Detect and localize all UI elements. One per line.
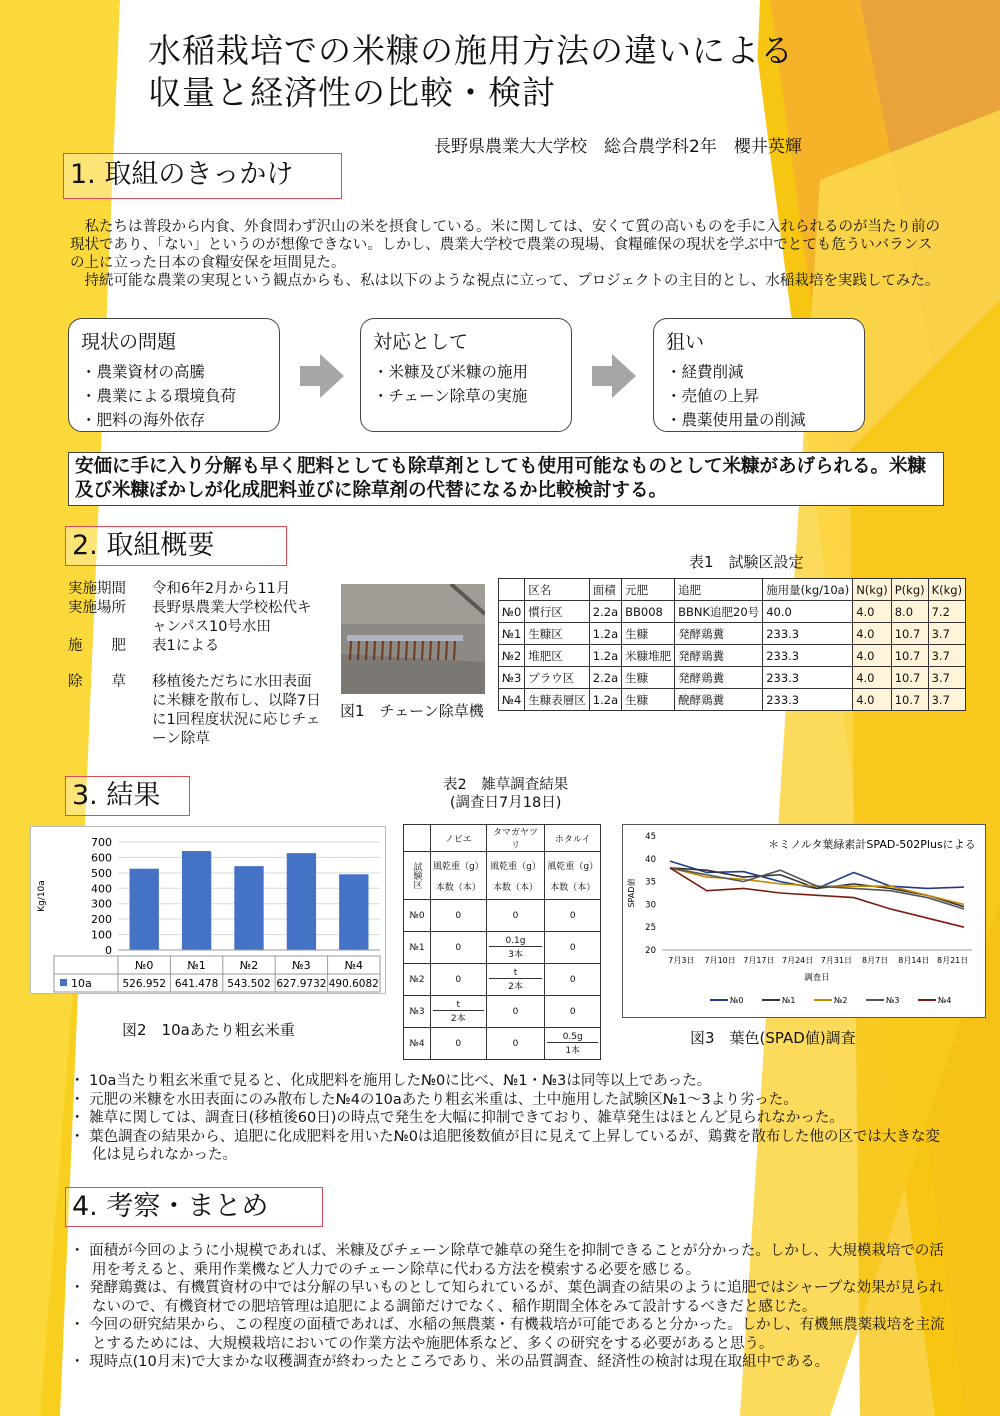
aim-box-title: 狙い bbox=[666, 331, 705, 353]
section3-heading: 3. 結果 bbox=[65, 776, 190, 816]
table1 bbox=[498, 578, 966, 711]
table-cell: 発酵鶏糞 bbox=[675, 667, 763, 689]
legend-swatch bbox=[60, 979, 67, 986]
table-row bbox=[499, 645, 966, 667]
table-cell: 233.3 bbox=[763, 645, 853, 667]
table-header: 面積 bbox=[589, 579, 621, 601]
x-tick-label: 7月31日 bbox=[820, 956, 853, 965]
table-row bbox=[404, 900, 601, 932]
list-item: ・ 今回の研究結果から、この程度の面積であれば、水稲の無農薬・有機栽培が可能であると分かった。しかし、有機無農薬栽培を主流とするためには、大規模栽培においての作業方法や施肥体系など、多くの研究をする必要があると思う。 bbox=[70, 1317, 945, 1352]
table-cell: №3 bbox=[404, 996, 431, 1028]
y-axis-label: Kg/10a bbox=[37, 880, 47, 912]
table2-captions bbox=[443, 776, 568, 812]
table1-header-row bbox=[499, 579, 966, 601]
bar bbox=[234, 866, 263, 950]
x-tick-label: №3 bbox=[292, 959, 311, 972]
table-cell: 生糠 bbox=[622, 667, 675, 689]
table-cell: 0 bbox=[431, 932, 487, 964]
table-header: ノビエ bbox=[431, 825, 487, 852]
aim-item: ・農薬使用量の削減 bbox=[666, 411, 806, 429]
legend-label: №0 bbox=[730, 996, 744, 1005]
list-item: ・ 10a当たり粗玄米重で見ると、化成肥料を施用した№0に比べ、№1・№3は同等以上であった。 bbox=[70, 1073, 712, 1089]
table2-caption: 表2 雑草調査結果 bbox=[443, 777, 569, 793]
table-header: タマガヤツリ bbox=[486, 825, 545, 852]
y-tick-label: 400 bbox=[91, 882, 112, 896]
response-box bbox=[360, 318, 572, 432]
y-tick-label: 35 bbox=[645, 877, 656, 888]
table-cell: №2 bbox=[404, 964, 431, 996]
section2-heading: 2. 取組概要 bbox=[65, 526, 287, 566]
spad-line-chart bbox=[622, 824, 986, 1018]
table-cell: №0 bbox=[499, 601, 525, 623]
problem-box-title: 現状の問題 bbox=[81, 331, 177, 353]
table-cell: 4.0 bbox=[853, 601, 892, 623]
table-cell: 堆肥区 bbox=[525, 645, 590, 667]
bar bbox=[287, 853, 316, 950]
list-item: ・ 現時点(10月末)で大まかな収穫調査が終わったところであり、米の品質調査、経済性の検討は現在取組中である。 bbox=[70, 1354, 830, 1370]
x-tick-label: №4 bbox=[344, 959, 364, 972]
table-cell: 生糠表層区 bbox=[525, 689, 590, 711]
table-cell: 1.2a bbox=[589, 645, 621, 667]
x-tick-label: №2 bbox=[239, 959, 259, 972]
x-tick-label: 7月24日 bbox=[781, 956, 814, 965]
yield-bar-chart bbox=[30, 826, 386, 994]
table-cell: 0 bbox=[545, 932, 601, 964]
data-label: 627.9732 bbox=[276, 978, 327, 990]
x-tick-label: 7月17日 bbox=[743, 956, 775, 965]
table-header: 区名 bbox=[525, 579, 590, 601]
table-cell: №1 bbox=[499, 623, 525, 645]
table-cell: t 2本 bbox=[431, 996, 487, 1028]
problem-item: ・肥料の海外依存 bbox=[81, 411, 206, 429]
info-row: 実施期間 令和6年2月から11月 bbox=[68, 581, 291, 597]
x-tick-label: 7月10日 bbox=[704, 956, 736, 965]
table-header: K(kg) bbox=[928, 579, 965, 601]
list-item: ・ 面積が今回のように小規模であれば、米糠及びチェーン除草で雑草の発生を抑制できることが分かった。しかし、大規模栽培での活用を考えると、乗用作業機など人力でのチェーン除草に代わる方法を模索する必要を感じる。 bbox=[70, 1243, 944, 1278]
table-cell: 8.0 bbox=[891, 601, 928, 623]
legend-label: №1 bbox=[782, 996, 796, 1005]
problem-item: ・農業資材の高騰 bbox=[81, 363, 206, 381]
section4-heading: 4. 考察・まとめ bbox=[65, 1187, 323, 1227]
table-cell: 生糠 bbox=[622, 689, 675, 711]
results-list bbox=[70, 1072, 950, 1165]
table-header: 風乾重（g） 本数（本） bbox=[431, 852, 487, 900]
table-cell: 米糠堆肥 bbox=[622, 645, 675, 667]
table-cell: 4.0 bbox=[853, 667, 892, 689]
table-header: P(kg) bbox=[891, 579, 928, 601]
table-row bbox=[404, 1028, 601, 1060]
table-header: 風乾重（g） 本数（本） bbox=[545, 852, 601, 900]
table-header: 試験区 bbox=[404, 852, 431, 900]
table-cell: 0 bbox=[431, 964, 487, 996]
table-cell: t 2本 bbox=[486, 964, 545, 996]
table-cell: 0.5g 1本 bbox=[545, 1028, 601, 1060]
table-cell: 40.0 bbox=[763, 601, 853, 623]
y-tick-label: 30 bbox=[645, 900, 656, 911]
table-cell: №0 bbox=[404, 900, 431, 932]
arrow-right-icon bbox=[298, 352, 346, 400]
legend-label: 10a bbox=[71, 977, 92, 990]
table-row bbox=[404, 932, 601, 964]
problem-box bbox=[68, 318, 280, 432]
arrow-right-icon bbox=[590, 352, 638, 400]
fig3-caption: 図3 葉色(SPAD値)調査 bbox=[690, 1029, 856, 1047]
table-row bbox=[499, 667, 966, 689]
table-cell: 1.2a bbox=[589, 689, 621, 711]
bar bbox=[339, 874, 368, 950]
table-cell: 醗酵鶏糞 bbox=[675, 689, 763, 711]
table-header: ホタルイ bbox=[545, 825, 601, 852]
table-row bbox=[499, 601, 966, 623]
info-row: 施 肥 表1による bbox=[68, 638, 220, 654]
aim-item: ・売値の上昇 bbox=[666, 387, 760, 405]
table-row bbox=[499, 623, 966, 645]
fig1-caption: 図1 チェーン除草機 bbox=[340, 702, 484, 720]
table-cell: 発酵鶏糞 bbox=[675, 645, 763, 667]
table-header: 追肥 bbox=[675, 579, 763, 601]
intro-paragraph-1: 私たちは普段から内食、外食問わず沢山の米を摂食している。米に関しては、安くて質の高いものを手に入れられるのが当たり前の現状であり、「ない」というのが想像できない。しかし、農業大学校で農業の現場、食糧確保の現状を学ぶ中でとても危ういバランスの上に立った日本の食糧安保を垣間見た。 bbox=[70, 219, 940, 271]
data-label: 526.952 bbox=[122, 978, 166, 990]
conclusion-list bbox=[70, 1242, 955, 1372]
table-header: N(kg) bbox=[853, 579, 892, 601]
table-cell: プラウ区 bbox=[525, 667, 590, 689]
table-cell: 0 bbox=[431, 900, 487, 932]
table-row bbox=[499, 689, 966, 711]
x-tick-label: 7月3日 bbox=[668, 956, 695, 965]
table-header: 元肥 bbox=[622, 579, 675, 601]
y-tick-label: 0 bbox=[105, 944, 112, 957]
data-label: 641.478 bbox=[174, 978, 219, 990]
legend-label: №4 bbox=[938, 996, 952, 1005]
table-cell: №1 bbox=[404, 932, 431, 964]
list-item: ・ 元肥の米糠を水田表面にのみ散布した№4の10aあたり粗玄米重は、土中施用した試験区№1～3より劣った。 bbox=[70, 1091, 798, 1108]
table-cell: 4.0 bbox=[853, 689, 892, 711]
x-tick-label: №0 bbox=[134, 959, 154, 972]
table-cell: 233.3 bbox=[763, 667, 853, 689]
table-cell: №4 bbox=[499, 689, 525, 711]
poster-title bbox=[148, 30, 794, 114]
table-cell: 3.7 bbox=[928, 645, 965, 667]
y-tick-label: 500 bbox=[91, 866, 112, 880]
aim-item: ・経費削減 bbox=[666, 363, 744, 381]
y-tick-label: 600 bbox=[91, 851, 112, 865]
table-cell: 3.7 bbox=[928, 667, 965, 689]
y-tick-label: 45 bbox=[645, 832, 656, 842]
table-cell: 7.2 bbox=[928, 601, 965, 623]
y-tick-label: 25 bbox=[645, 923, 656, 934]
y-tick-label: 40 bbox=[645, 854, 656, 865]
list-item: ・ 葉色調査の結果から、追肥に化成肥料を用いた№0は追肥後数値が目に見えて上昇しているが、鶏糞を散布した他の区では大きな変化は見られなかった。 bbox=[70, 1128, 940, 1163]
y-tick-label: 700 bbox=[91, 836, 112, 849]
table-cell: №3 bbox=[499, 667, 525, 689]
table-cell: 10.7 bbox=[891, 667, 928, 689]
bar bbox=[182, 851, 211, 950]
author: 長野県農業大大学校 総合農学科2年 櫻井英輝 bbox=[434, 137, 802, 157]
y-tick-label: 200 bbox=[91, 913, 112, 927]
legend-label: №2 bbox=[834, 996, 848, 1005]
emphasis-box: 安価に手に入り分解も早く肥料としても除草剤としても使用可能なものとして米糠があげられる。米糠及び米糠ぼかしが化成肥料並びに除草剤の代替になるか比較検討する。 bbox=[68, 452, 944, 506]
table-cell: 慣行区 bbox=[525, 601, 590, 623]
title-line1: 水稲栽培での米糠の施用方法の違いによる bbox=[148, 31, 794, 70]
table-cell: 4.0 bbox=[853, 623, 892, 645]
response-item: ・チェーン除草の実施 bbox=[373, 387, 528, 405]
table-cell: 0 bbox=[545, 996, 601, 1028]
table1-caption: 表1 試験区設定 bbox=[689, 553, 804, 571]
x-tick-label: 8月7日 bbox=[862, 956, 889, 965]
overview-info bbox=[68, 580, 330, 749]
table-cell: 4.0 bbox=[853, 645, 892, 667]
y-tick-label: 20 bbox=[645, 946, 656, 956]
x-tick-label: 8月21日 bbox=[936, 956, 969, 965]
table-corner bbox=[404, 825, 431, 852]
table-cell: 生糠区 bbox=[525, 623, 590, 645]
info-row: 実施場所 長野県農業大学校松代キャンパス10号水田 bbox=[68, 600, 312, 635]
intro-paragraph-2: 持続可能な農業の実現という観点からも、私は以下のような視点に立って、プロジェクトの主目的とし、水稲栽培を実践してみた。 bbox=[70, 273, 940, 289]
info-row: 除 草 移植後ただちに水田表面に米糠を散布し、以降7日に1回程度状況に応じチェーン除草 bbox=[68, 674, 321, 747]
problem-item: ・農業による環境負荷 bbox=[81, 387, 237, 405]
table-row bbox=[404, 996, 601, 1028]
table-cell: BB008 bbox=[622, 601, 675, 623]
aim-box bbox=[653, 318, 865, 432]
table-row bbox=[404, 964, 601, 996]
table-cell: 0 bbox=[431, 1028, 487, 1060]
table2-subcaption: (調査日7月18日) bbox=[449, 795, 562, 811]
table2 bbox=[403, 824, 601, 1060]
data-label: 543.502 bbox=[227, 978, 271, 990]
table-cell: 0 bbox=[486, 1028, 545, 1060]
bar bbox=[130, 869, 159, 950]
table-cell: 生糠 bbox=[622, 623, 675, 645]
table-cell: №4 bbox=[404, 1028, 431, 1060]
table-cell: BBNK追肥20号 bbox=[675, 601, 763, 623]
y-tick-label: 300 bbox=[91, 897, 112, 911]
table-header: 風乾重（g） 本数（本） bbox=[486, 852, 545, 900]
table-cell: 2.2a bbox=[589, 601, 621, 623]
table-cell: 233.3 bbox=[763, 689, 853, 711]
table-cell: 3.7 bbox=[928, 689, 965, 711]
table-cell: 0 bbox=[545, 900, 601, 932]
response-box-title: 対応として bbox=[373, 331, 469, 353]
table2-body bbox=[404, 900, 601, 1060]
list-item: ・ 雑草に関しては、調査日(移植後60日)の時点で発生を大幅に抑制できており、雑草発生はほとんど見られなかった。 bbox=[70, 1110, 844, 1126]
x-tick-label: №1 bbox=[187, 959, 206, 972]
list-item: ・ 発酵鶏糞は、有機質資材の中では分解の早いものとして知られているが、葉色調査の結果のように追肥ではシャープな効果が見られないので、有機資材での肥培管理は追肥による調節だけでなく、稲作期間全体をみて設計するべきだと感じた。 bbox=[70, 1280, 944, 1315]
table-cell: 1.2a bbox=[589, 623, 621, 645]
data-label: 490.6082 bbox=[328, 978, 379, 990]
legend-label: №3 bbox=[886, 996, 900, 1005]
x-tick-label: 8月14日 bbox=[898, 956, 930, 965]
section1-text bbox=[70, 218, 940, 290]
table-cell: 10.7 bbox=[891, 645, 928, 667]
table-cell: 0 bbox=[545, 964, 601, 996]
table-header bbox=[499, 579, 525, 601]
y-axis-label: SPAD値 bbox=[627, 878, 636, 908]
table-cell: 0 bbox=[486, 996, 545, 1028]
table-cell: 発酵鶏糞 bbox=[675, 623, 763, 645]
table-cell: 2.2a bbox=[589, 667, 621, 689]
chain-weeder-photo bbox=[341, 584, 485, 694]
x-axis-label: 調査日 bbox=[804, 973, 830, 983]
table-cell: 10.7 bbox=[891, 689, 928, 711]
table-cell: 10.7 bbox=[891, 623, 928, 645]
section1-heading: 1. 取組のきっかけ bbox=[63, 153, 342, 199]
response-item: ・米糠及び米糠の施用 bbox=[373, 363, 529, 381]
table-cell: 0.1g 3本 bbox=[486, 932, 545, 964]
title-line2: 収量と経済性の比較・検討 bbox=[148, 73, 556, 112]
table-cell: 3.7 bbox=[928, 623, 965, 645]
y-tick-label: 100 bbox=[91, 928, 112, 942]
table-cell: №2 bbox=[499, 645, 525, 667]
chart-note: ＊ミノルタ葉緑素計SPAD-502Plusによる bbox=[768, 838, 976, 851]
table-cell: 233.3 bbox=[763, 623, 853, 645]
table-cell: 0 bbox=[486, 900, 545, 932]
chart-frame bbox=[623, 825, 986, 1018]
fig2-caption: 図2 10aあたり粗玄米重 bbox=[122, 1021, 295, 1039]
table-header: 施用量(kg/10a) bbox=[763, 579, 853, 601]
